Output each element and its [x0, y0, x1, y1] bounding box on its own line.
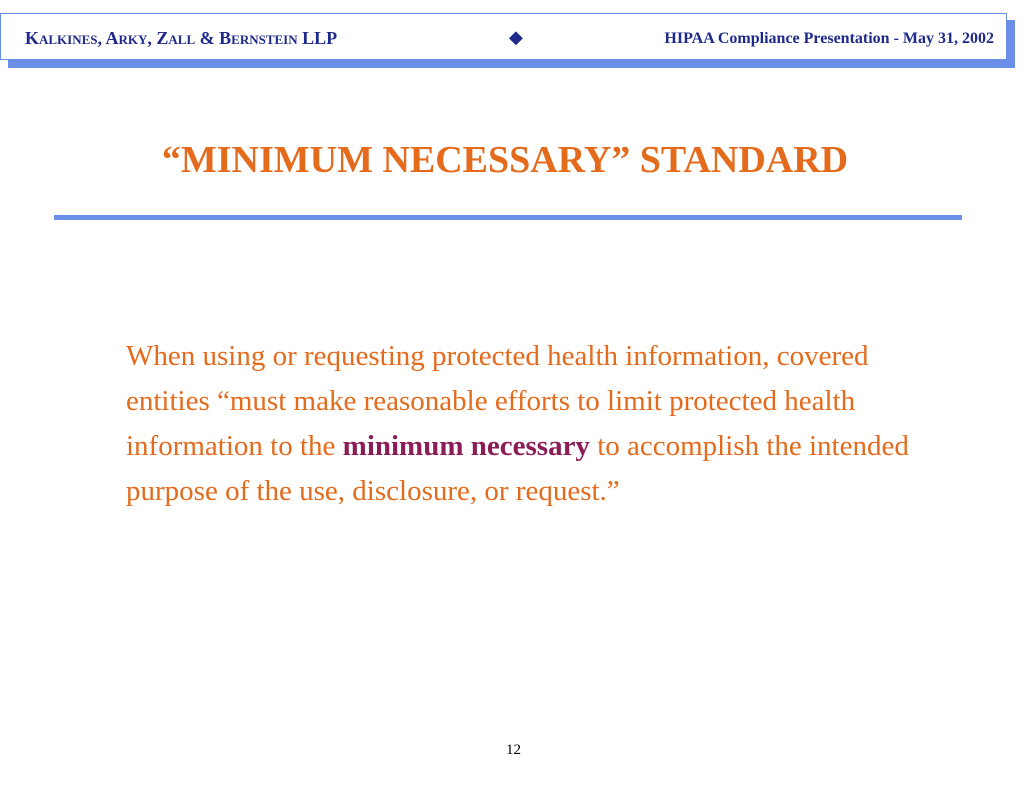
presentation-title: HIPAA Compliance Presentation - May 31, 2002	[664, 30, 994, 47]
slide-title: “MINIMUM NECESSARY” STANDARD	[161, 139, 849, 181]
firm-name: Kalkines, Arky, Zall & Bernstein LLP	[25, 28, 338, 48]
body-emphasis: minimum necessary	[342, 430, 590, 462]
body-text-end: to accomplish the intended purpose of the use, disclosure, or request.”	[126, 430, 909, 507]
body-paragraph	[126, 334, 946, 514]
body-text-start: When using or requesting protected health information, covered entities “must make reasonable efforts to limit protected health information to the	[126, 340, 869, 462]
page-number: 12	[506, 742, 521, 758]
header-bar	[0, 13, 1007, 60]
title-divider	[54, 215, 962, 220]
diamond-icon: ◆	[509, 27, 523, 47]
